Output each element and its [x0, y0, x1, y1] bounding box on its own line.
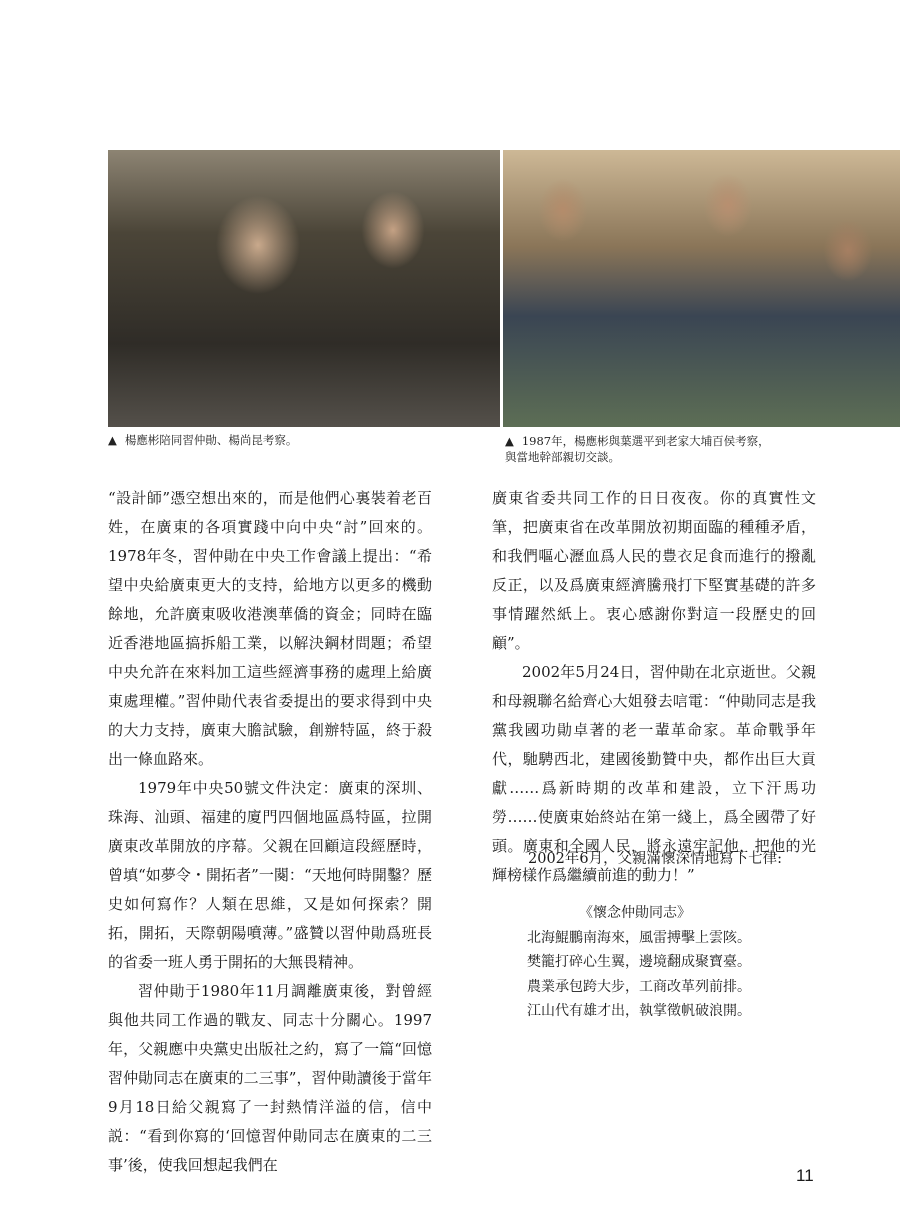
paragraph: 2002年5月24日，習仲勛在北京逝世。父親和母親聯名給齊心大姐發去唁電：“仲勛同志是我黨我國功勛卓著的老一輩革命家。革命戰爭年代，馳騁西北，建國後勤贊中央，都作出巨大貢獻……爲新時期的改革和建設，立下汗馬功勞……使廣東始終站在第一綫上，爲全國帶了好頭。廣東和全國人民，將永遠牢記他，把他的光輝榜樣作爲繼續前進的動力！”	[492, 663, 816, 884]
poem-line: 北海鯤鵬南海來，風雷搏擊上雲陔。	[527, 929, 751, 946]
page-number: 11	[796, 1166, 814, 1185]
left-text-column	[108, 484, 432, 1180]
paragraph: 廣東省委共同工作的日日夜夜。你的真實性文筆，把廣東省在改革開放初期面臨的種種矛盾，和我們嘔心瀝血爲人民的豊衣足食而進行的撥亂反正，以及爲廣東經濟騰飛打下堅實基礎的許多事情躍然紙上。衷心感謝你對這一段歷史的回顧”。	[492, 489, 816, 652]
poem-title: 《懷念仲勛同志》	[579, 905, 691, 921]
poem-line: 農業承包跨大步，工商改革列前排。	[527, 978, 751, 995]
paragraph: 習仲勛于1980年11月調離廣東後，對曾經與他共同工作過的戰友、同志十分關心。1997年，父親應中央黨史出版社之約，寫了一篇“回憶習仲勛同志在廣東的二三事”，習仲勛讀後于當年9月18日給父親寫了一封熱情洋溢的信，信中説：“看到你寫的‘回憶習仲勛同志在廣東的二三事’後，使我回想起我們在	[108, 982, 432, 1174]
photo-village-talk	[503, 150, 900, 427]
photo-caption-left: ▲ 楊應彬陪同習仲勛、楊尚昆考察。	[108, 433, 298, 447]
right-text-column	[492, 484, 816, 890]
poem-line: 樊籠打碎心生翼，邊境翻成聚寶臺。	[527, 954, 751, 970]
paragraph: 1979年中央50號文件決定：廣東的深圳、珠海、汕頭、福建的廈門四個地區爲特區，拉開廣東改革開放的序幕。父親在回顧這段經歷時，曾填“如夢令・開拓者”一闋：“天地何時開鑿？歷史如何寫作？人類在思維，又是如何探索？開拓，開拓，天際朝陽噴薄。”盛贊以習仲勛爲班長的省委一班人勇于開拓的大無畏精神。	[108, 779, 432, 971]
poem	[527, 901, 751, 1024]
paragraph: “設計師”憑空想出來的，而是他們心裏裝着老百姓，在廣東的各項實踐中向中央“討”回來的。1978年冬，習仲勛在中央工作會議上提出：“希望中央給廣東更大的支持，給地方以更多的機動餘地，允許廣東吸收港澳華僑的資金；同時在臨近香港地區搞拆船工業，以解決鋼材問題；希望中央允許在來料加工這些經濟事務的處理上給廣東處理權。”習仲勛代表省委提出的要求得到中央的大力支持，廣東大膽試驗，創辦特區，終于殺出一條血路來。	[108, 489, 432, 768]
triangle-marker-icon: ▲	[108, 433, 117, 447]
triangle-marker-icon: ▲	[505, 434, 514, 448]
photo-caption-right: ▲ 1987年，楊應彬與葉選平到老家大埔百侯考察， 與當地幹部親切交談。	[505, 434, 770, 464]
poem-line: 江山代有雄才出，執掌徵帆破浪開。	[527, 1003, 751, 1019]
photo-bus-inspection	[108, 150, 500, 427]
poem-intro: 2002年6月，父親滿懷深情地寫下七律:	[528, 851, 783, 867]
